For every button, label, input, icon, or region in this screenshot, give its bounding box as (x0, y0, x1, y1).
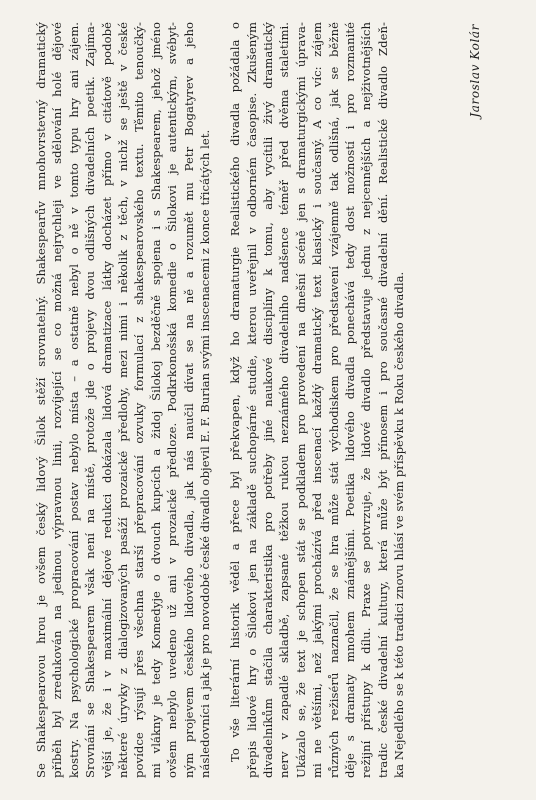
text-line: Ukázalo se, že text je schopen stát se podkladem pro provedení na dnešní scéně jen s dramaturgickými úprava- (293, 22, 308, 778)
text-line: přepis lidové hry o Šilokovi jen na základě suchopárné studie, kterou uveřejnil v odborném časopise. Zkušeným (244, 22, 259, 778)
text-line: vější je, že i v maximální dějové redukci dokázala lidová dramatizace látky docházet přímo v citátově podobě (99, 22, 114, 778)
text-line: děje s dramaty mnohem známějšími. Poetika lidového divadla ponechává tedy dost možností i pro rozmanité (343, 22, 358, 778)
text-line: ným projevem českého lidového divadla, jak nás naučil dívat se na ně a rozumět mu Petr Bogatyrev a jeho (181, 22, 196, 778)
text-line: tradic české divadelní kultury, která může být přínosem i pro současné divadelní dění. Realistické divadlo Zdeň- (375, 22, 390, 778)
text-line: následovníci a jak je pro novodobé české divadlo objevil E. F. Burian svými inscenacemi z konce třicátých let. (197, 129, 212, 778)
text-line: příběh byl zredukován na jedinou výpravnou linii, rozvíjející se co možná nejrychleji ve sdělování holé dějové (50, 22, 65, 778)
text-line: některé úryvky z dialogizovaných pasáží prozaické předlohy, mezi nimi i několik z těch, v nichž se ještě v české (115, 22, 130, 778)
text-line: kostry. Na psychologické propracování postav nebylo místa – a ostatně nebyl o ně v tomto typu hry ani zájem. (66, 22, 81, 778)
paragraph-1 (33, 22, 213, 778)
article-text (33, 22, 408, 778)
text-line: režijní přístupy k dílu. Praxe se potvrzuje, že lidové divadlo představuje jednu z nejcennějších a nejživotnějších (359, 22, 374, 778)
text-line: mi vlákny je tedy Komedyje o dvouch kupcích a židoj Šilokoj bezděčně spojena i s Shakespearem, jehož jméno (148, 22, 163, 778)
text-line: divadelníkům stačila charakteristika pro potřeby jiné naukové disciplíny k tomu, aby vycítili živý dramatický (261, 22, 276, 778)
text-line: To vše literární historik věděl a přece byl překvapen, když ho dramaturgie Realistického divadla požádala o (228, 22, 243, 762)
author-signature: Jaroslav Kolár (468, 24, 482, 118)
text-line: nerv v zapadlé skladbě, zapsané těžkou rukou neznámého divadelního nadšence téměř před dvěma staletími. (277, 22, 292, 778)
text-line: ovšem nebylo uvedeno už ani v prozaické předloze. Podkrkonošská komedie o Šilokovi je autentickým, svébyt- (165, 22, 180, 778)
text-line: Srovnání se Shakespearem však není na místě, protože jde o projevy dvou odlišných divadelních poetik. Zajíma- (83, 22, 98, 778)
text-line: Se Shakespearovou hrou je ovšem český lidový Šilok stěží srovnatelný. Shakespearův mnohovrstevný dramatický (34, 22, 48, 778)
text-line: povídce rýsují přes všechna starší přepracování ozvuky formulací z shakespearovského textu. Těmito tenoučký- (132, 22, 147, 778)
paragraph-spacer (213, 22, 227, 778)
text-line: mi ne většími, než jakými procházívá před inscenací každý dramatický text klasický i současný. A co víc: zájem (310, 22, 325, 778)
text-line: ka Nejedlého se k této tradici znovu hlásí ve svém příspěvku k Roku českého divadla. (392, 271, 407, 778)
text-line: různých režisérů naznačil, že se hra může stát východiskem pro představení vzájemně tak odlišná, jak se běžně (326, 22, 341, 778)
paragraph-2 (227, 22, 407, 778)
